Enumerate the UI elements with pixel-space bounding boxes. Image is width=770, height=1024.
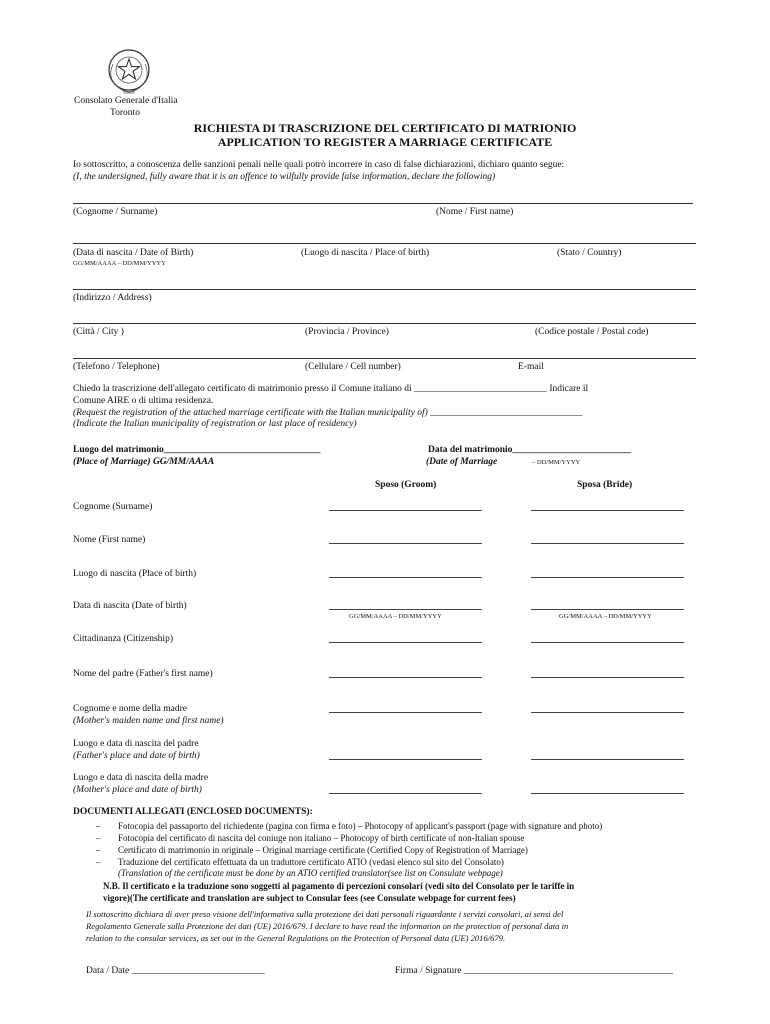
spouse-row-label: Data di nascita (Date of birth): [73, 601, 187, 611]
bride-field-line[interactable]: [531, 609, 684, 610]
spouse-row-label: Cognome e nome della madre: [73, 704, 187, 714]
province-label: (Provincia / Province): [305, 327, 389, 337]
documents-header: DOCUMENTI ALLEGATI (ENCLOSED DOCUMENTS):: [73, 807, 313, 817]
city-label: (Città / City ): [73, 327, 124, 337]
privacy-line-2: Regolamento Generale sulla Protezione dei dati (UE) 2016/679. I declare to have read the information on the protection of personal data in: [86, 921, 569, 931]
spouse-row-label: Nome (First name): [73, 535, 146, 545]
groom-date-format-hint: GG/MM/AAAA – DD/MM/YYYY: [349, 613, 442, 620]
groom-field-line[interactable]: [329, 793, 482, 794]
nb-line-2: vigore)(The certificate and translation are subject to Consular fees (see Consulate webpage for current fees): [103, 893, 516, 903]
surname-line[interactable]: [73, 203, 693, 204]
nb-line-1: N.B. Il certificato e la traduzione sono soggetti al pagamento di percezioni consolari (vedi sito del Consolato per le tariffe in: [103, 881, 575, 891]
marriage-place-label: Luogo del matrimonio_________________________________: [73, 445, 321, 455]
phone-line[interactable]: [73, 358, 696, 359]
privacy-line-3: relation to the consular services, as set out in the General Regulations on the Protection of Personal data (UE) 2016/679.: [86, 933, 506, 943]
bride-field-line[interactable]: [531, 712, 684, 713]
dob-format-hint: GG/MM/AAAA – DD/MM/YYYY: [73, 260, 166, 267]
request-line-1: Chiedo la trascrizione dell'allegato certificato di matrimonio presso il Comune italiano di ____________________________ Indicare il: [73, 384, 589, 394]
date-field[interactable]: Data / Date ____________________________: [86, 966, 265, 976]
title-italian: RICHIESTA DI TRASCRIZIONE DEL CERTIFICATO DI MATRIONIO: [193, 121, 577, 135]
spouse-row-label: Nome del padre (Father's first name): [73, 669, 213, 679]
spouse-row-label: Cittadinanza (Citizenship): [73, 634, 173, 644]
marriage-date-format: – DD/MM/YYYY: [532, 459, 581, 466]
document-item-translation-note: (Translation of the certificate must be done by an ATIO certified translator(see list on Consulate webpage): [118, 868, 503, 878]
document-item: Fotocopia del certificato di nascita del coniuge non italiano – Photocopy of birth certificate of non-Italian spouse: [118, 833, 525, 843]
dob-label: (Data di nascita / Date of Birth): [73, 248, 194, 258]
spouse-row-label: Luogo di nascita (Place of birth): [73, 569, 197, 579]
groom-field-line[interactable]: [329, 759, 482, 760]
bride-field-line[interactable]: [531, 543, 684, 544]
groom-field-line[interactable]: [329, 609, 482, 610]
birth-line[interactable]: [73, 243, 696, 244]
groom-field-line[interactable]: [329, 577, 482, 578]
list-dash: –: [96, 857, 101, 867]
email-label: E-mail: [518, 362, 544, 372]
italian-republic-emblem-icon: [103, 44, 155, 96]
phone-label: (Telefono / Telephone): [73, 362, 160, 372]
bride-field-line[interactable]: [531, 510, 684, 511]
document-item: Fotocopia del passaporto del richiedente (pagina con firma e foto) – Photocopy of applicant's passport (page with signature and photo): [118, 821, 603, 831]
cell-label: (Cellulare / Cell number): [305, 362, 401, 372]
spouse-row-label: Cognome (Surname): [73, 502, 153, 512]
spouse-row-label: Luogo e data di nascita della madre: [73, 773, 209, 783]
city-line[interactable]: [73, 323, 696, 324]
groom-field-line[interactable]: [329, 642, 482, 643]
groom-field-line[interactable]: [329, 712, 482, 713]
groom-field-line[interactable]: [329, 543, 482, 544]
bride-field-line[interactable]: [531, 793, 684, 794]
country-label: (Stato / Country): [557, 248, 622, 258]
spouse-row-sublabel: (Mother's place and date of birth): [73, 785, 202, 795]
list-dash: –: [96, 845, 101, 855]
bride-header: Sposa (Bride): [577, 480, 633, 490]
address-label: (Indirizzo / Address): [73, 293, 152, 303]
groom-field-line[interactable]: [329, 510, 482, 511]
request-line-4: (Indicate the Italian municipality of registration or last place of residency): [73, 419, 357, 429]
title-english: APPLICATION TO REGISTER A MARRIAGE CERTIFICATE: [217, 135, 553, 149]
declaration-italian: Io sottoscritto, a conoscenza delle sanzioni penali nelle quali potrò incorrere in caso di false dichiarazioni, dichiaro quanto segue:: [73, 160, 565, 170]
document-item: Certificato di matrimonio in originale – Original marriage certificate (Certified Copy of Registration of Marriage): [118, 845, 528, 855]
bride-date-format-hint: GG/MM/AAAA – DD/MM/YYYY: [559, 613, 652, 620]
privacy-line-1: Il sottoscritto dichiara di aver preso visione dell'informativa sulla protezione dei dati personali riguardante i servizi consolari, ai sensi del: [86, 909, 564, 919]
request-line-3: (Request the registration of the attached marriage certificate with the Italian municipality of) ________________________________: [73, 408, 583, 418]
signature-field[interactable]: Firma / Signature ____________________________________________: [395, 966, 673, 976]
pob-label: (Luogo di nascita / Place of birth): [301, 248, 430, 258]
bride-field-line[interactable]: [531, 677, 684, 678]
marriage-place-label-en: (Place of Marriage) GG/MM/AAAA: [73, 457, 215, 467]
document-item: Traduzione del certificato effettuata da un traduttore certificato ATIO (vedasi elenco sul sito del Consolato): [118, 857, 504, 867]
request-line-2: Comune AIRE o di ultima residenza.: [73, 396, 214, 406]
marriage-date-label: Data del matrimonio_________________________: [428, 445, 632, 455]
postal-code-label: (Codice postale / Postal code): [535, 327, 649, 337]
list-dash: –: [96, 833, 101, 843]
bride-field-line[interactable]: [531, 642, 684, 643]
marriage-date-label-en: (Date of Marriage: [426, 457, 498, 467]
spouse-row-sublabel: (Father's place and date of birth): [73, 751, 200, 761]
first-name-label: (Nome / First name): [436, 207, 514, 217]
bride-field-line[interactable]: [531, 759, 684, 760]
declaration-english: (I, the undersigned, fully aware that it is an offence to wilfully provide false information, declare the following): [73, 172, 496, 182]
address-line[interactable]: [73, 289, 696, 290]
spouse-row-label: Luogo e data di nascita del padre: [73, 739, 199, 749]
groom-field-line[interactable]: [329, 677, 482, 678]
list-dash: –: [96, 821, 101, 831]
bride-field-line[interactable]: [531, 577, 684, 578]
consulate-city: Toronto: [110, 108, 140, 118]
consulate-name: Consolato Generale d'Italia: [74, 96, 178, 106]
groom-header: Sposo (Groom): [375, 480, 437, 490]
surname-label: (Cognome / Surname): [73, 207, 158, 217]
spouse-row-sublabel: (Mother's maiden name and first name): [73, 716, 224, 726]
